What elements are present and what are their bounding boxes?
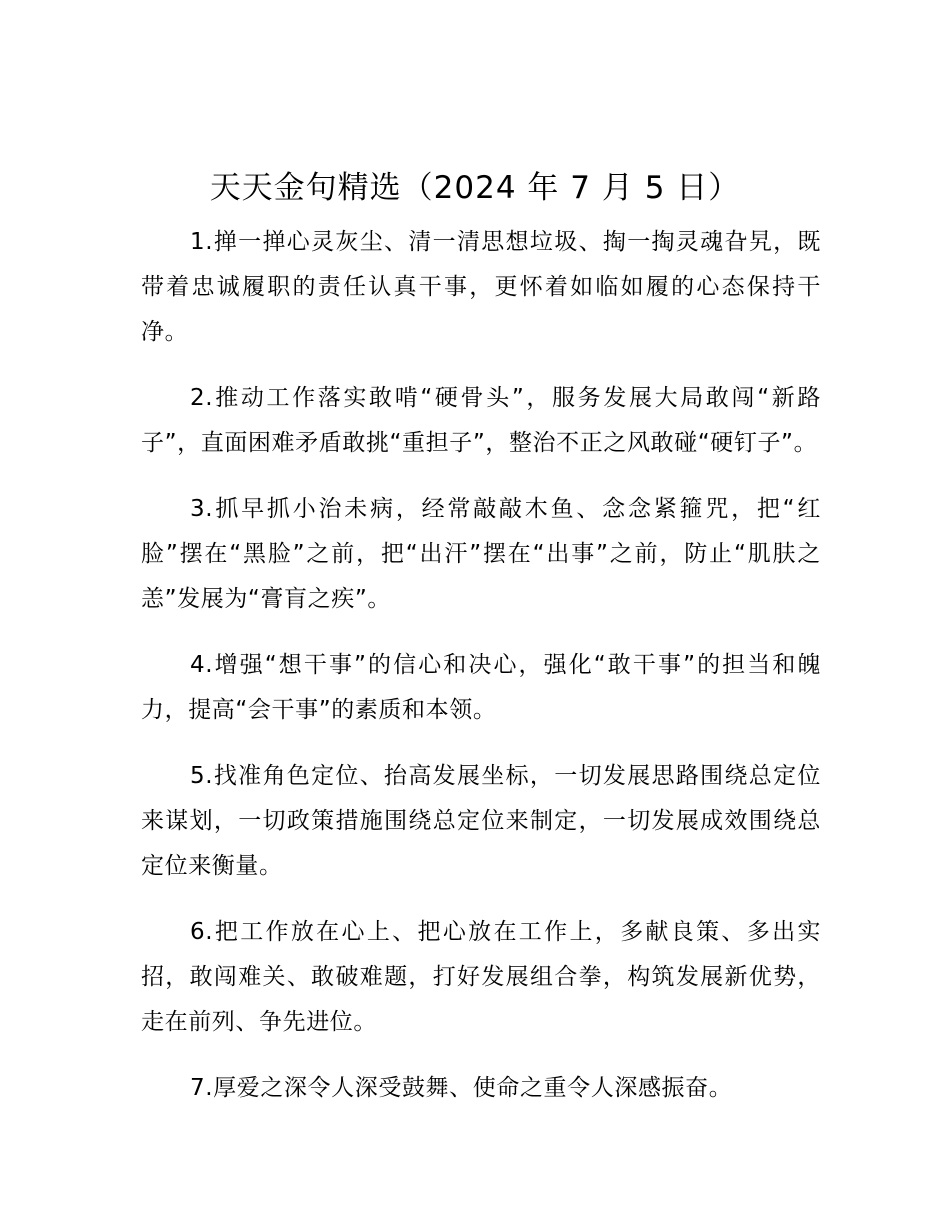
quote-paragraph-3: 3.抓早抓小治未病，经常敲敲木鱼、念念紧箍咒，把“红脸”摆在“黑脸”之前，把“出汗”摆在“出事”之前，防止“肌肤之恙”发展为“膏肓之疾”。 [141,496,821,612]
quote-paragraph-6: 6.把工作放在心上、把心放在工作上，多献良策、多出实招，敢闯难关、敢破难题，打好发展组合拳，构筑发展新优势，走在前列、争先进位。 [141,919,821,1035]
quote-paragraph-5: 5.找准角色定位、抬高发展坐标，一切发展思路围绕总定位来谋划，一切政策措施围绕总定位来制定，一切发展成效围绕总定位来衡量。 [141,763,821,879]
document-body [141,220,821,1132]
quote-paragraph-1: 1.掸一掸心灵灰尘、清一清思想垃圾、掏一掏灵魂旮旯，既带着忠诚履职的责任认真干事，更怀着如临如履的心态保持干净。 [141,229,821,345]
quote-paragraph-4: 4.增强“想干事”的信心和决心，强化“敢干事”的担当和魄力，提高“会干事”的素质和本领。 [141,652,821,723]
quote-paragraph-7: 7.厚爱之深令人深受鼓舞、使命之重令人深感振奋。 [190,1075,733,1101]
document-title: 天天金句精选（2024 年 7 月 5 日） [209,170,741,206]
quote-paragraph-2: 2.推动工作落实敢啃“硬骨头”，服务发展大局敢闯“新路子”，直面困难矛盾敢挑“重担子”，整治不正之风敢碰“硬钉子”。 [141,385,821,456]
